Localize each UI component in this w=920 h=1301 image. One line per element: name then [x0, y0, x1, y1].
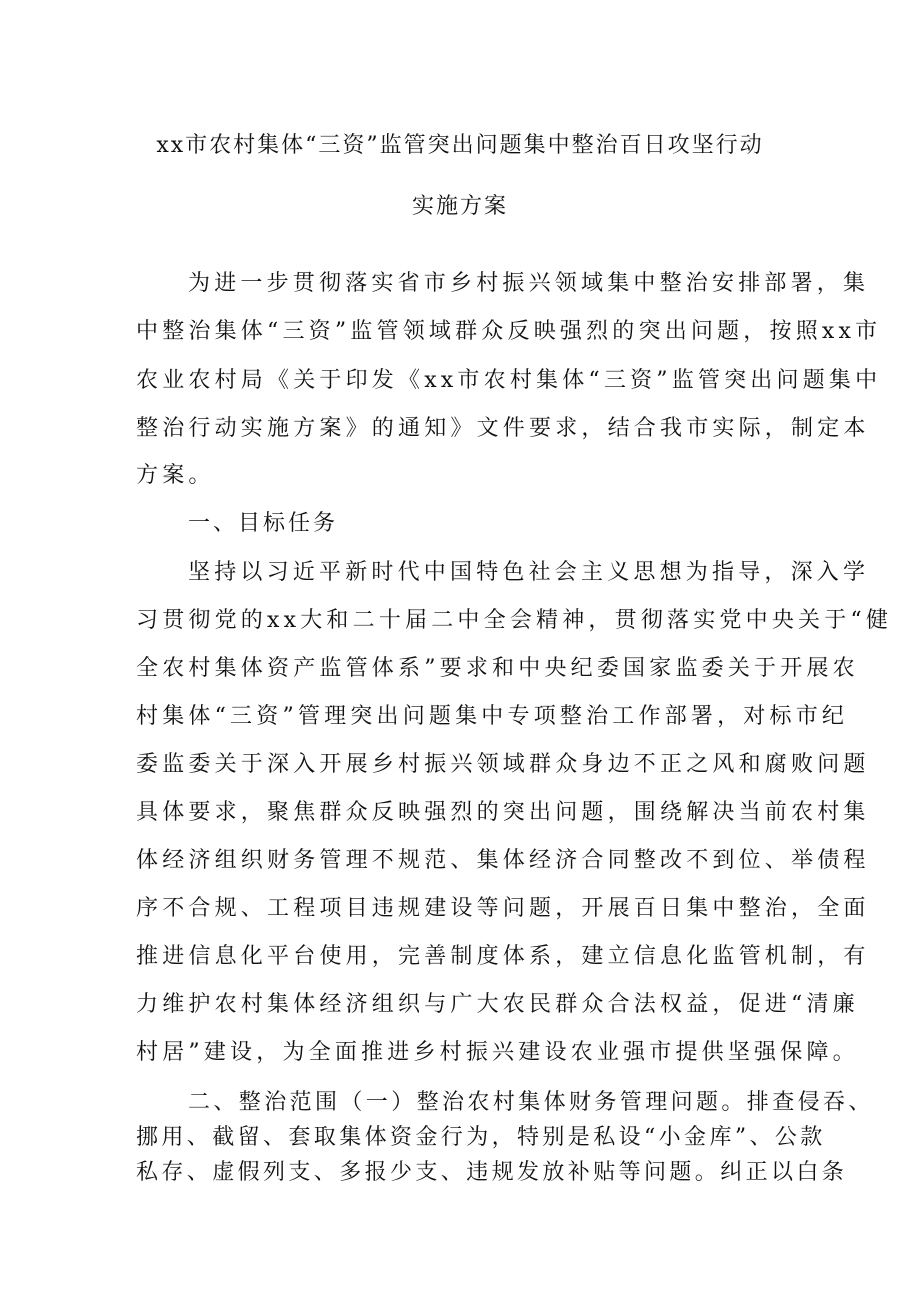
intro-line: 农业农村局《关于印发《xx市农村集体“三资”监管突出问题集中	[136, 368, 882, 393]
document-title-line-2: 实施方案	[411, 194, 508, 219]
document-title-line-1: xx市农村集体“三资”监管突出问题集中整治百日攻坚行动	[156, 133, 764, 158]
section-1-line: 具体要求，聚焦群众反映强烈的突出问题，围绕解决当前农村集	[136, 800, 870, 825]
section-1-line: 全农村集体资产监管体系”要求和中央纪委国家监委关于开展农	[136, 656, 859, 681]
section-1-line: 序不合规、工程项目违规建设等问题，开展百日集中整治，全面	[136, 896, 870, 921]
section-2-line: 挪用、截留、套取集体资金行为，特别是私设“小金库”、公款	[136, 1125, 826, 1150]
section-1-heading: 一、目标任务	[188, 511, 339, 536]
intro-line: 为进一步贯彻落实省市乡村振兴领域集中整治安排部署，集	[188, 271, 870, 296]
section-1-line: 坚持以习近平新时代中国特色社会主义思想为指导，深入学	[188, 560, 870, 585]
section-1-line: 村集体“三资”管理突出问题集中专项整治工作部署，对标市纪	[136, 704, 849, 729]
intro-line: 方案。	[136, 463, 215, 488]
section-1-line: 习贯彻党的xx大和二十届二中全会精神，贯彻落实党中央关于“健	[136, 608, 893, 633]
intro-line: 整治行动实施方案》的通知》文件要求，结合我市实际，制定本	[136, 416, 870, 441]
section-1-line: 村居”建设，为全面推进乡村振兴建设农业强市提供坚强保障。	[136, 1040, 859, 1065]
section-2-line: 二、整治范围（一）整治农村集体财务管理问题。排查侵吞、	[188, 1090, 874, 1115]
section-2-line: 私存、虚假列支、多报少支、违规发放补贴等问题。纠正以白条	[136, 1160, 848, 1185]
section-1-line: 体经济组织财务管理不规范、集体经济合同整改不到位、举债程	[136, 848, 870, 873]
section-1-line: 力维护农村集体经济组织与广大农民群众合法权益，促进“清廉	[136, 992, 859, 1017]
section-1-line: 推进信息化平台使用，完善制度体系，建立信息化监管机制，有	[136, 944, 870, 969]
intro-line: 中整治集体“三资”监管领域群众反映强烈的突出问题，按照xx市	[136, 319, 882, 344]
section-1-line: 委监委关于深入开展乡村振兴领域群众身边不正之风和腐败问题	[136, 752, 870, 777]
